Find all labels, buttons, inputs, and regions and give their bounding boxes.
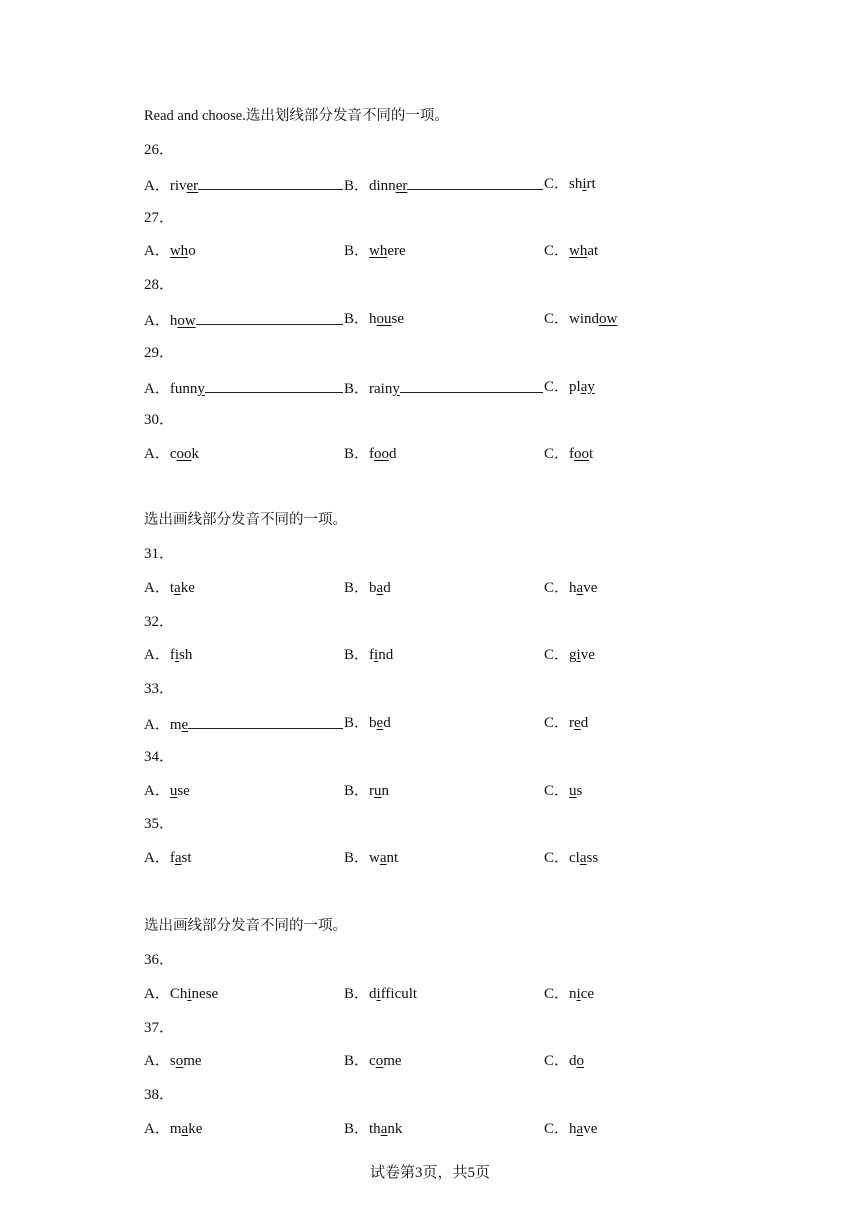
- option-label: C．: [544, 985, 570, 1002]
- option-b: [344, 849, 398, 867]
- option-b: [344, 175, 543, 195]
- option-a: [144, 445, 199, 463]
- underlined-letters: wh: [569, 243, 588, 260]
- option-label: C．: [544, 1053, 570, 1070]
- underlined-letters: o: [175, 1053, 184, 1070]
- answer-blank-line: [400, 378, 543, 393]
- underlined-letters: a: [579, 850, 587, 867]
- word-part: m: [169, 1121, 182, 1137]
- underlined-letters: a: [379, 850, 387, 867]
- option-c: [544, 646, 595, 664]
- option-label: B．: [344, 1053, 370, 1070]
- word-part: h: [169, 313, 178, 329]
- question-number: 36．: [144, 952, 175, 968]
- underlined-letters: oo: [574, 446, 590, 463]
- question-number: 31．: [144, 546, 175, 562]
- word-part: h: [569, 1121, 577, 1137]
- underlined-letters: i: [174, 647, 180, 664]
- word-part: ce: [580, 985, 595, 1002]
- question-number: 34．: [144, 748, 175, 765]
- word-part: k: [191, 446, 200, 463]
- word-part: Ch: [169, 985, 188, 1002]
- word-part: s: [576, 782, 583, 799]
- word-part: rt: [586, 175, 596, 192]
- word-part: sh: [179, 647, 193, 664]
- option-c: [544, 445, 593, 463]
- question-number: 35．: [144, 816, 175, 833]
- underlined-letters: a: [576, 579, 584, 596]
- underlined-letters: ay: [580, 378, 595, 395]
- option-label: B．: [344, 243, 370, 260]
- option-label: A．: [144, 380, 170, 397]
- underlined-letters: o: [576, 1053, 585, 1070]
- option-label: A．: [144, 985, 170, 1002]
- word-part: ere: [387, 243, 406, 260]
- underlined-letters: a: [181, 1121, 189, 1137]
- underlined-letters: oo: [374, 446, 390, 463]
- option-label: B．: [344, 380, 370, 397]
- option-a: [144, 1052, 202, 1070]
- underlined-letters: y: [392, 380, 400, 397]
- word-part: d: [389, 446, 397, 463]
- word-part: b: [369, 579, 377, 596]
- question-number: 28．: [144, 277, 175, 294]
- underlined-letters: y: [197, 380, 205, 397]
- option-b: [344, 579, 391, 597]
- answer-blank-line: [198, 175, 343, 190]
- option-label: B．: [344, 1121, 370, 1137]
- option-a: [144, 849, 192, 867]
- option-c: [544, 849, 598, 867]
- underlined-letters: er: [395, 177, 408, 194]
- underlined-letters: a: [376, 579, 384, 596]
- word-part: f: [169, 850, 175, 867]
- word-part: se: [177, 782, 190, 799]
- underlined-letters: wh: [369, 243, 388, 260]
- underlined-letters: e: [181, 717, 189, 733]
- word-part: m: [169, 717, 182, 733]
- underlined-letters: ou: [376, 311, 392, 327]
- option-c: [544, 1120, 597, 1138]
- option-a: [144, 1120, 202, 1138]
- option-label: A．: [144, 579, 170, 596]
- underlined-letters: e: [574, 715, 581, 731]
- option-label: A．: [144, 446, 170, 463]
- underlined-letters: u: [569, 782, 577, 799]
- option-b: [344, 242, 406, 260]
- option-b: [344, 646, 393, 664]
- underlined-letters: wh: [169, 243, 189, 260]
- word-part: d: [383, 579, 391, 596]
- word-part: funn: [169, 380, 198, 397]
- word-part: ke: [188, 1121, 203, 1137]
- option-label: B．: [344, 647, 370, 664]
- option-b: [344, 714, 391, 732]
- word-part: ke: [180, 579, 195, 596]
- option-c: [544, 985, 594, 1003]
- word-part: d: [383, 715, 391, 731]
- word-part: dinn: [369, 177, 396, 194]
- option-a: [144, 782, 190, 800]
- option-label: C．: [544, 715, 570, 731]
- question-number: 27．: [144, 209, 175, 226]
- option-label: A．: [144, 177, 170, 194]
- word-part: nk: [387, 1121, 403, 1137]
- word-part: fficult: [380, 985, 418, 1002]
- question-number: 30．: [144, 412, 175, 429]
- answer-blank-line: [407, 175, 543, 190]
- word-part: at: [587, 243, 599, 260]
- option-c: [544, 242, 598, 260]
- underlined-letters: i: [376, 985, 381, 1002]
- word-part: w: [369, 850, 380, 867]
- word-part: st: [181, 850, 192, 867]
- option-label: A．: [144, 782, 170, 799]
- answer-blank-line: [205, 378, 343, 393]
- word-part: th: [369, 1121, 381, 1137]
- word-part: se: [391, 311, 405, 327]
- question-number: 29．: [144, 344, 175, 361]
- option-c: [544, 1052, 584, 1070]
- word-part: rain: [369, 380, 393, 397]
- option-label: B．: [344, 446, 370, 463]
- word-part: c: [369, 1053, 376, 1070]
- option-c: [544, 782, 582, 800]
- option-a: [144, 310, 343, 330]
- option-label: A．: [144, 717, 170, 733]
- underlined-letters: u: [169, 782, 178, 799]
- option-label: C．: [544, 1121, 570, 1137]
- option-label: B．: [344, 579, 370, 596]
- word-part: d: [369, 985, 377, 1002]
- word-part: wind: [569, 311, 600, 327]
- underlined-letters: i: [576, 985, 581, 1002]
- word-part: nese: [191, 985, 219, 1002]
- option-label: C．: [544, 446, 570, 463]
- word-part: n: [569, 985, 577, 1002]
- word-part: cl: [569, 850, 580, 867]
- option-label: A．: [144, 313, 170, 329]
- underlined-letters: a: [174, 579, 181, 596]
- word-part: s: [169, 1053, 176, 1070]
- question-number: 26．: [144, 142, 175, 158]
- underlined-letters: e: [376, 715, 384, 731]
- option-label: A．: [144, 850, 170, 867]
- word-part: me: [183, 1053, 202, 1070]
- underlined-letters: a: [576, 1121, 584, 1137]
- option-label: C．: [544, 378, 570, 395]
- underlined-letters: i: [576, 647, 581, 664]
- option-label: B．: [344, 177, 370, 194]
- word-part: b: [369, 715, 377, 731]
- word-part: r: [569, 715, 575, 731]
- word-part: nt: [386, 850, 399, 867]
- word-part: f: [369, 446, 375, 463]
- question-number: 32．: [144, 613, 175, 630]
- underlined-letters: a: [174, 850, 182, 867]
- option-label: A．: [144, 1121, 170, 1137]
- option-label: B．: [344, 985, 370, 1002]
- word-part: d: [580, 715, 589, 731]
- word-part: riv: [169, 177, 187, 194]
- underlined-letters: u: [374, 782, 382, 799]
- word-part: r: [369, 782, 375, 799]
- option-label: C．: [544, 175, 570, 192]
- option-label: C．: [544, 579, 570, 596]
- underlined-letters: i: [582, 175, 587, 192]
- word-part: h: [569, 579, 577, 596]
- option-a: [144, 985, 218, 1003]
- option-a: [144, 175, 343, 195]
- underlined-letters: o: [375, 1053, 384, 1070]
- option-label: B．: [344, 311, 370, 327]
- question-number: 37．: [144, 1019, 175, 1036]
- option-a: [144, 242, 196, 260]
- word-part: me: [383, 1053, 402, 1070]
- option-label: C．: [544, 647, 570, 664]
- word-part: ve: [583, 1121, 598, 1137]
- option-label: B．: [344, 782, 370, 799]
- option-label: A．: [144, 647, 170, 664]
- underlined-letters: i: [187, 985, 192, 1002]
- underlined-letters: ow: [177, 313, 196, 329]
- word-part: h: [369, 311, 377, 327]
- option-label: C．: [544, 850, 570, 867]
- option-b: [344, 445, 397, 463]
- word-part: t: [589, 446, 594, 463]
- word-part: t: [169, 579, 175, 596]
- word-part: o: [188, 243, 196, 260]
- option-b: [344, 1052, 402, 1070]
- word-part: n: [381, 782, 390, 799]
- option-c: [544, 579, 597, 597]
- word-part: d: [569, 1053, 577, 1070]
- option-b: [344, 310, 404, 328]
- word-part: ve: [583, 579, 598, 596]
- option-c: [544, 175, 596, 193]
- word-part: c: [169, 446, 177, 463]
- option-c: [544, 378, 595, 396]
- underlined-letters: ow: [599, 311, 618, 327]
- option-label: B．: [344, 850, 370, 867]
- word-part: f: [169, 647, 175, 664]
- option-c: [544, 310, 617, 328]
- question-number: 33．: [144, 681, 175, 698]
- option-b: [344, 378, 543, 398]
- option-a: [144, 714, 343, 734]
- word-part: pl: [569, 378, 581, 395]
- option-b: [344, 782, 389, 800]
- word-part: sh: [569, 175, 583, 192]
- option-b: [344, 1120, 402, 1138]
- question-number: 38．: [144, 1087, 175, 1104]
- option-a: [144, 579, 195, 597]
- section-instruction: 选出画线部分发音不同的一项。: [144, 918, 347, 934]
- option-label: A．: [144, 1053, 170, 1070]
- answer-blank-line: [188, 714, 343, 729]
- underlined-letters: er: [186, 177, 199, 194]
- word-part: ve: [580, 647, 595, 664]
- option-label: C．: [544, 782, 570, 799]
- underlined-letters: oo: [176, 446, 192, 463]
- word-part: f: [569, 446, 575, 463]
- word-part: f: [369, 647, 375, 664]
- word-part: g: [569, 647, 577, 664]
- option-label: A．: [144, 243, 170, 260]
- option-a: [144, 378, 343, 398]
- underlined-letters: i: [374, 647, 379, 664]
- section-instruction: Read and choose.选出划线部分发音不同的一项。: [144, 108, 449, 124]
- word-part: ss: [586, 850, 599, 867]
- option-c: [544, 714, 588, 732]
- option-label: C．: [544, 311, 570, 327]
- option-a: [144, 646, 192, 664]
- page-footer: 试卷第3页，共5页: [369, 1165, 490, 1181]
- answer-blank-line: [196, 310, 343, 325]
- option-b: [344, 985, 417, 1003]
- underlined-letters: a: [380, 1121, 388, 1137]
- option-label: C．: [544, 243, 570, 260]
- section-instruction: 选出画线部分发音不同的一项。: [144, 512, 347, 528]
- option-label: B．: [344, 715, 370, 731]
- word-part: nd: [378, 647, 394, 664]
